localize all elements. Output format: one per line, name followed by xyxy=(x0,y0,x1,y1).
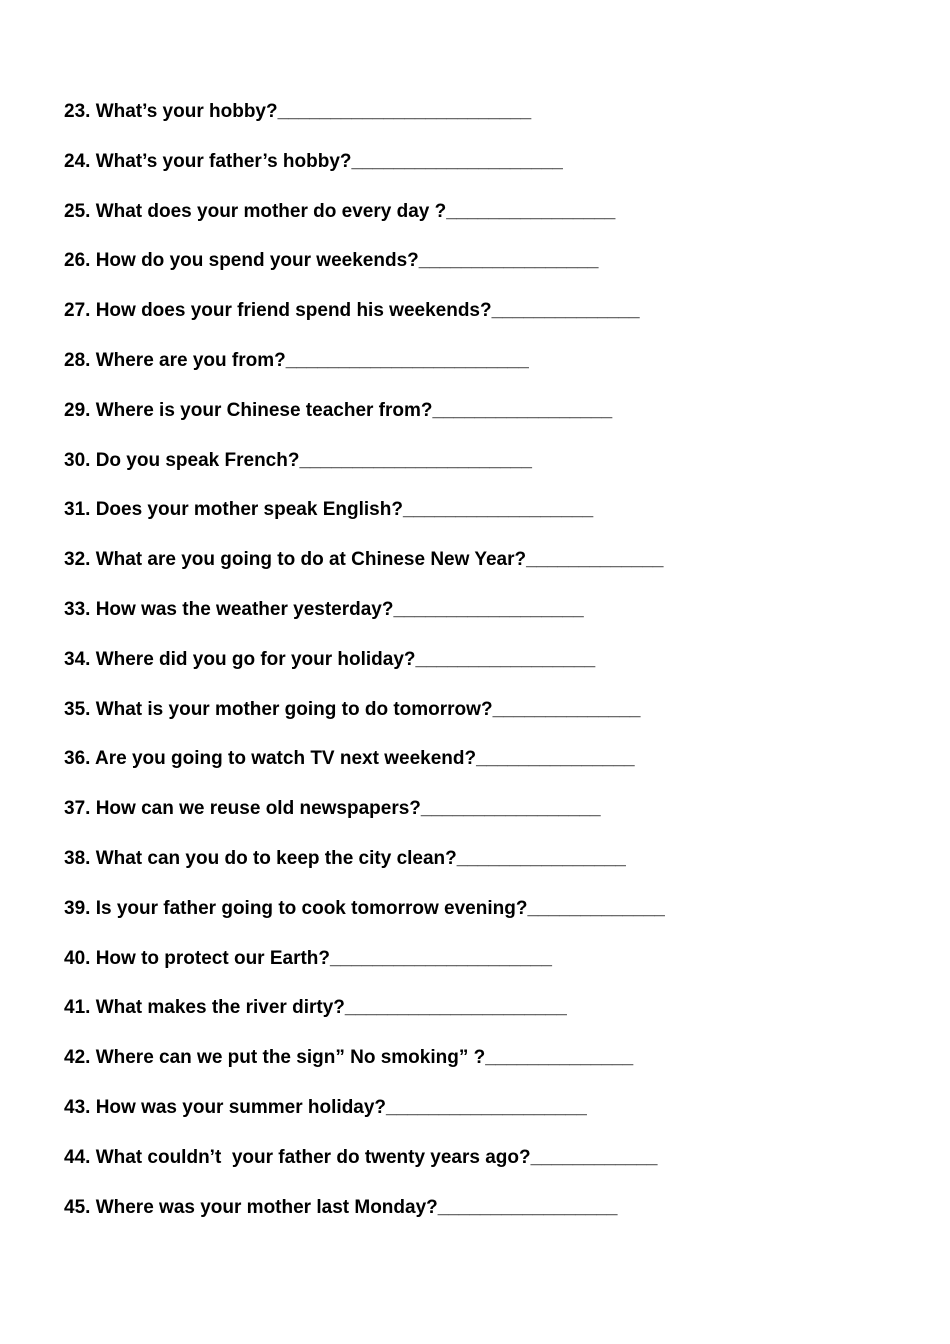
answer-blank: ____________________ xyxy=(351,150,563,172)
question-text: 27. How does your friend spend his weekends? xyxy=(64,300,492,322)
question-text: 31. Does your mother speak English? xyxy=(64,499,403,521)
answer-blank: ___________________ xyxy=(386,1096,587,1118)
answer-blank: _____________ xyxy=(527,897,665,919)
question-item-41 xyxy=(64,995,665,1045)
question-text: 42. Where can we put the sign” No smoking” ? xyxy=(64,1047,486,1069)
question-text: 44. What couldn’t your father do twenty years ago? xyxy=(64,1146,531,1168)
answer-blank: _________________ xyxy=(437,1196,618,1218)
answer-blank: ________________________ xyxy=(277,101,532,122)
answer-blank: ______________ xyxy=(492,698,641,720)
answer-blank: __________________ xyxy=(393,598,584,620)
answer-blank: _________________ xyxy=(432,399,613,421)
question-item-33 xyxy=(64,597,665,647)
question-text: 40. How to protect our Earth? xyxy=(64,947,331,969)
question-list xyxy=(64,99,665,1244)
question-item-38 xyxy=(64,846,665,896)
question-item-32 xyxy=(64,547,665,597)
question-text: 38. What can you do to keep the city clean? xyxy=(64,847,457,869)
question-item-23 xyxy=(64,99,665,149)
answer-blank: _________________ xyxy=(418,250,599,272)
answer-blank: __________________ xyxy=(402,499,594,521)
answer-blank: ________________ xyxy=(456,847,626,869)
question-text: 33. How was the weather yesterday? xyxy=(64,598,394,620)
question-text: 28. Where are you from? xyxy=(64,349,286,371)
question-item-34 xyxy=(64,647,665,697)
answer-blank: ________________ xyxy=(446,200,616,222)
question-item-36 xyxy=(64,746,665,796)
answer-blank: _____________________ xyxy=(344,997,567,1019)
question-item-27 xyxy=(64,298,665,348)
answer-blank: _____________________ xyxy=(330,947,552,969)
question-item-24 xyxy=(64,149,665,199)
question-text: 32. What are you going to do at Chinese New Year? xyxy=(64,549,527,571)
question-item-37 xyxy=(64,796,665,846)
question-item-39 xyxy=(64,896,665,946)
question-item-31 xyxy=(64,497,665,547)
question-text: 29. Where is your Chinese teacher from? xyxy=(64,399,433,421)
question-text: 41. What makes the river dirty? xyxy=(64,997,345,1019)
answer-blank: ______________ xyxy=(491,300,640,322)
answer-blank: _________________ xyxy=(415,648,596,670)
question-text: 34. Where did you go for your holiday? xyxy=(64,648,416,670)
answer-blank: ______________ xyxy=(485,1047,634,1069)
question-text: 26. How do you spend your weekends? xyxy=(64,250,419,272)
question-item-35 xyxy=(64,697,665,747)
answer-blank: ____________ xyxy=(530,1146,658,1168)
question-item-42 xyxy=(64,1045,665,1095)
question-item-40 xyxy=(64,946,665,996)
question-text: 24. What’s your father’s hobby? xyxy=(64,150,352,172)
question-item-29 xyxy=(64,398,665,448)
question-text: 45. Where was your mother last Monday? xyxy=(64,1196,438,1218)
question-text: 25. What does your mother do every day ? xyxy=(64,200,447,222)
answer-blank: _____________ xyxy=(526,549,664,571)
question-item-43 xyxy=(64,1095,665,1145)
question-text: 35. What is your mother going to do tomorrow? xyxy=(64,698,493,720)
question-text: 36. Are you going to watch TV next weekend? xyxy=(64,748,477,770)
question-text: 30. Do you speak French? xyxy=(64,449,300,471)
answer-blank: _______________ xyxy=(476,748,635,770)
question-text: 37. How can we reuse old newspapers? xyxy=(64,798,421,820)
question-item-28 xyxy=(64,348,665,398)
answer-blank: ______________________ xyxy=(299,449,532,471)
question-item-44 xyxy=(64,1145,665,1195)
question-item-26 xyxy=(64,248,665,298)
question-item-25 xyxy=(64,199,665,249)
answer-blank: _________________ xyxy=(420,798,601,820)
question-text: 43. How was your summer holiday? xyxy=(64,1096,387,1118)
question-item-45 xyxy=(64,1195,665,1245)
question-text: 23. What’s your hobby? xyxy=(64,101,278,122)
question-text: 39. Is your father going to cook tomorrow evening? xyxy=(64,897,528,919)
answer-blank: _______________________ xyxy=(285,349,529,371)
question-item-30 xyxy=(64,448,665,498)
